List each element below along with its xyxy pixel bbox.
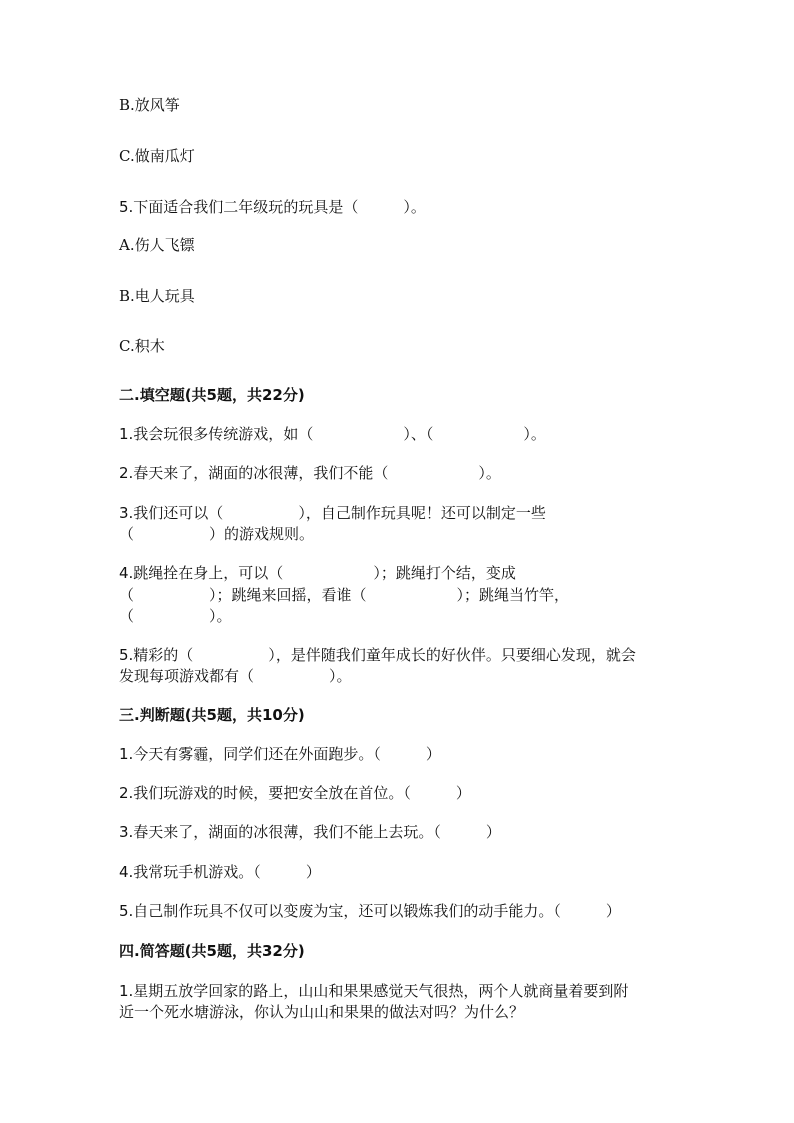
fill-question-4-line-1: 4.跳绳拴在身上，可以（ ）；跳绳打个结，变成 bbox=[119, 564, 516, 582]
fill-question-5-line-2: 发现每项游戏都有（ ）。 bbox=[119, 667, 352, 685]
section-heading-fill-in: 二.填空题(共5题，共22分) bbox=[119, 386, 305, 404]
fill-question-3-line-1: 3.我们还可以（ ），自己制作玩具呢！还可以制定一些 bbox=[119, 504, 546, 522]
judge-question-5: 5.自己制作玩具不仅可以变废为宝，还可以锻炼我们的动手能力。（ ） bbox=[119, 902, 621, 920]
option-c-blocks: C.积木 bbox=[119, 337, 165, 355]
section-heading-judge: 三.判断题(共5题，共10分) bbox=[119, 706, 305, 724]
fill-question-4-line-3: （ ）。 bbox=[119, 607, 232, 625]
question-5: 5.下面适合我们二年级玩的玩具是（ ）。 bbox=[119, 198, 426, 216]
option-b-kite: B.放风筝 bbox=[119, 96, 180, 114]
judge-question-3: 3.春天来了，湖面的冰很薄，我们不能上去玩。（ ） bbox=[119, 823, 501, 841]
fill-question-2: 2.春天来了，湖面的冰很薄，我们不能（ ）。 bbox=[119, 464, 501, 482]
judge-question-2: 2.我们玩游戏的时候，要把安全放在首位。（ ） bbox=[119, 784, 471, 802]
section-heading-short-answer: 四.简答题(共5题，共32分) bbox=[119, 942, 305, 960]
option-b-electric-toy: B.电人玩具 bbox=[119, 287, 195, 305]
short-answer-question-1-line-2: 近一个死水塘游泳，你认为山山和果果的做法对吗？为什么？ bbox=[119, 1003, 525, 1021]
fill-question-4-line-2: （ ）；跳绳来回摇，看谁（ ）；跳绳当竹竿， bbox=[119, 586, 570, 604]
fill-question-1: 1.我会玩很多传统游戏，如（ ）、（ ）。 bbox=[119, 425, 546, 443]
judge-question-1: 1.今天有雾霾，同学们还在外面跑步。（ ） bbox=[119, 745, 441, 763]
judge-question-4: 4.我常玩手机游戏。（ ） bbox=[119, 863, 321, 881]
fill-question-3-line-2: （ ）的游戏规则。 bbox=[119, 525, 315, 543]
fill-question-5-line-1: 5.精彩的（ ），是伴随我们童年成长的好伙伴。只要细心发现，就会 bbox=[119, 646, 636, 664]
option-c-pumpkin-lantern: C.做南瓜灯 bbox=[119, 147, 195, 165]
option-a-dart: A.伤人飞镖 bbox=[119, 236, 195, 254]
short-answer-question-1-line-1: 1.星期五放学回家的路上，山山和果果感觉天气很热，两个人就商量着要到附 bbox=[119, 982, 629, 1000]
